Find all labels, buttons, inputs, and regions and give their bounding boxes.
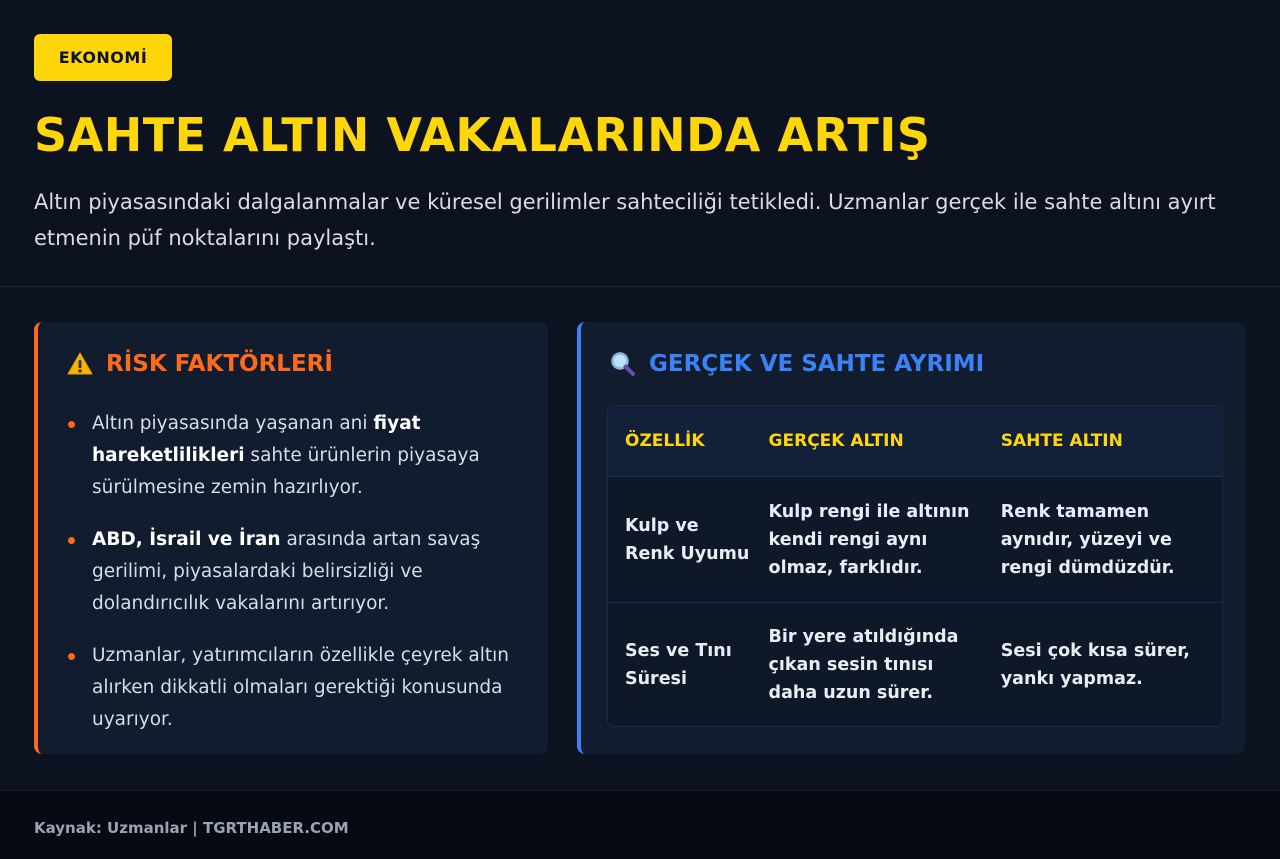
header-fake-gold: SAHTE ALTIN [1000,431,1123,451]
list-item: ABD, İsrail ve İran arasında artan savaş gerilimi, piyasalardaki belirsizliği ve dolandırıcılık vakalarını artırıyor. [66,524,516,620]
risk-factors-label: RİSK FAKTÖRLERİ [106,351,333,377]
cell-real: Bir yere atıldığında çıkan sesin tınısı daha uzun sürer. [768,626,959,703]
header-feature: ÖZELLİK [625,431,705,451]
cell-feature: Kulp ve Renk Uyumu [625,515,750,564]
comparison-title [609,350,984,378]
magnifier-icon [609,350,637,378]
table-row [608,477,1222,603]
source-text: Kaynak: Uzmanlar | TGRTHABER.COM [34,819,349,837]
header-real-gold: GERÇEK ALTIN [768,431,904,451]
risk-factors-card [34,322,548,754]
table-row [608,603,1222,726]
cell-feature: Ses ve Tını Süresi [625,640,732,689]
page-title: SAHTE ALTIN VAKALARINDA ARTIŞ [34,108,931,162]
warning-icon [66,350,94,378]
footer [0,790,1280,859]
table-header [608,406,1222,477]
list-item: Altın piyasasında yaşanan ani fiyat hareketlilikleri sahte ürünlerin piyasaya sürülmesine zemin hazırlıyor. [66,408,516,504]
category-badge: EKONOMİ [34,34,172,81]
risk-factors-title [66,350,333,378]
page-subtitle: Altın piyasasındaki dalgalanmalar ve küresel gerilimler sahteciliği tetikledi. Uzmanlar gerçek ile sahte altını ayırt etmenin püf noktalarını paylaştı. [34,190,1216,250]
header [0,0,1280,287]
comparison-card [577,322,1245,754]
comparison-table [607,405,1223,727]
risk-list [66,408,516,754]
cell-real: Kulp rengi ile altının kendi rengi aynı olmaz, farklıdır. [768,501,970,578]
list-item: Uzmanlar, yatırımcıların özellikle çeyrek altın alırken dikkatli olmaları gerektiği konusunda uyarıyor. [66,640,516,736]
comparison-label: GERÇEK VE SAHTE AYRIMI [649,351,985,377]
cell-fake: Renk tamamen aynıdır, yüzeyi ve rengi dümdüzdür. [1000,501,1175,578]
cell-fake: Sesi çok kısa sürer, yankı yapmaz. [1000,640,1190,689]
